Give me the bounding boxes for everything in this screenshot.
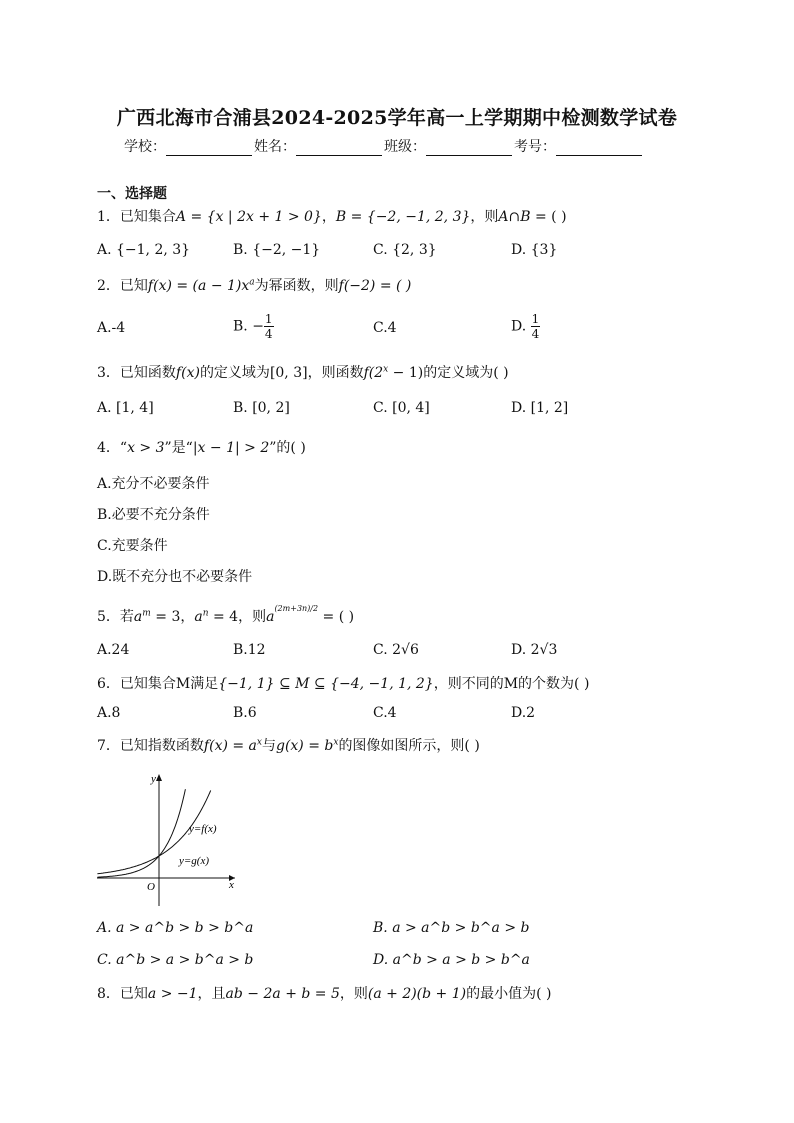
q4-cond1: x > 3: [127, 440, 165, 456]
q7-f: f(x) = a: [203, 738, 257, 754]
q5-e3-sup: (2m+3n)/2: [274, 604, 319, 614]
q5-options: [97, 642, 697, 662]
q2-option-b-prefix: B. −: [233, 318, 264, 335]
q5-option-b[interactable]: B.12: [233, 642, 266, 658]
q2-d-num: 1: [531, 312, 540, 326]
q8-expr: (a + 2)(b + 1): [367, 986, 467, 1002]
q3-end: 的定义域为( ): [423, 365, 509, 381]
q6-expr: {−1, 1} ⊆ M ⊆ {−4, −1, 1, 2}: [218, 676, 434, 692]
q2-b-num: 1: [264, 312, 273, 326]
q2-d-den: 4: [531, 327, 540, 341]
q1-set-a: A = {x | 2x + 1 > 0}: [175, 209, 322, 225]
q6-option-a[interactable]: A.8: [97, 705, 121, 721]
q5-e1-sup: m: [142, 608, 151, 619]
question-8: [97, 983, 551, 1003]
q3-fx: f(x): [175, 365, 200, 381]
question-7: [97, 735, 480, 755]
q4-mid: ”是“: [164, 440, 193, 456]
q2-option-d[interactable]: [511, 312, 540, 341]
f-curve-label: y=f(x): [189, 823, 217, 835]
q2-b-den: 4: [264, 327, 273, 341]
q1-option-a[interactable]: A. {−1, 2, 3}: [97, 242, 191, 258]
q5-e3: a: [266, 609, 275, 625]
q7-option-a[interactable]: [97, 920, 253, 936]
question-3: [97, 362, 509, 382]
q7-option-b-text: B. a > a^b > b^a > b: [373, 920, 530, 936]
q5-option-d[interactable]: D. 2√3: [511, 642, 558, 658]
q6-option-c[interactable]: C.4: [373, 705, 397, 721]
q1-stem: 1．已知集合: [97, 209, 176, 225]
field-name-blank[interactable]: [296, 141, 382, 156]
q2-options: [97, 312, 697, 350]
q2-option-b-fraction: [264, 312, 274, 341]
q7-option-b[interactable]: [373, 920, 529, 936]
q7-options-row1: [97, 920, 697, 940]
q3-mid2: ，则函数: [307, 365, 364, 381]
q7-option-a-text: A. a > a^b > b > b^a: [97, 920, 254, 936]
q1-option-c[interactable]: C. {2, 3}: [373, 242, 437, 258]
q6-end: ，则不同的M的个数为( ): [433, 676, 590, 692]
question-6: [97, 673, 589, 693]
q7-option-d-text: D. a^b > a > b > b^a: [373, 952, 530, 968]
q2-func: f(x) = (a − 1)x: [147, 278, 250, 294]
q2-option-d-prefix: D.: [511, 318, 531, 335]
field-school-blank[interactable]: [166, 141, 252, 156]
q3-exp: x: [383, 364, 389, 375]
q7-graph: [95, 770, 245, 910]
field-number-label: 考号：: [514, 139, 556, 155]
q4-cond2: |x − 1| > 2: [192, 440, 270, 456]
q3-f2: f(2: [363, 365, 384, 381]
q7-option-c-text: C. a^b > a > b^a > b: [97, 952, 254, 968]
question-4: [97, 437, 306, 457]
q5-e2-end: = 4: [208, 609, 239, 625]
q3-f2end: − 1): [388, 365, 424, 381]
q2-expr: f(−2) = ( ): [338, 278, 412, 294]
q5-e1-end: = 3: [150, 609, 181, 625]
g-curve-label: y=g(x): [179, 855, 210, 867]
q2-mid: 为幂函数，则: [254, 278, 339, 294]
q7-end: 的图像如图所示，则( ): [338, 738, 480, 754]
q8-then: ，则: [339, 986, 368, 1002]
field-class-label: 班级：: [384, 139, 426, 155]
question-5: [97, 606, 354, 626]
q1-end: = ( ): [530, 209, 567, 225]
q8-end: 的最小值为( ): [466, 986, 552, 1002]
q5-option-c[interactable]: C. 2√6: [373, 642, 419, 658]
q8-mid: ，且: [197, 986, 226, 1002]
question-2: [97, 275, 411, 295]
q3-stem: 3．已知函数: [97, 365, 176, 381]
q5-end: = ( ): [318, 609, 355, 625]
q4-stem: 4．“: [97, 440, 128, 456]
section-title: 一、选择题: [97, 186, 167, 202]
q4-option-b[interactable]: B.必要不充分条件: [97, 507, 210, 523]
q2-option-b[interactable]: [233, 312, 274, 341]
q8-cond1: a > −1: [147, 986, 198, 1002]
student-info-row: [124, 136, 684, 156]
field-class-blank[interactable]: [426, 141, 512, 156]
q2-exp: a: [249, 277, 255, 288]
q4-option-d[interactable]: D.既不充分也不必要条件: [97, 569, 253, 585]
q6-stem: 6．已知集合M满足: [97, 676, 219, 692]
q7-g-sup: x: [333, 737, 339, 748]
q7-f-sup: x: [256, 737, 262, 748]
q8-cond2: ab − 2a + b = 5: [225, 986, 340, 1002]
y-axis-label: y: [151, 773, 156, 785]
q3-option-c[interactable]: C. [0, 4]: [373, 400, 430, 416]
q6-options: [97, 705, 697, 725]
q1-expr: A∩B: [498, 209, 531, 225]
q4-option-c[interactable]: C.充要条件: [97, 538, 168, 554]
q7-g: g(x) = b: [275, 738, 334, 754]
q7-option-d[interactable]: [373, 952, 530, 968]
field-name-label: 姓名：: [254, 139, 296, 155]
q2-option-a[interactable]: A.-4: [97, 320, 126, 336]
q1-then: ，则: [470, 209, 499, 225]
origin-label: O: [147, 881, 155, 893]
q2-option-d-fraction: [531, 312, 541, 341]
x-axis-label: x: [229, 879, 234, 891]
q5-e1: a: [133, 609, 143, 625]
q7-stem: 7．已知指数函数: [97, 738, 204, 754]
q3-option-b[interactable]: B. [0, 2]: [233, 400, 290, 416]
q3-option-d[interactable]: D. [1, 2]: [511, 400, 569, 416]
q4-option-a[interactable]: A.充分不必要条件: [97, 476, 210, 492]
q7-option-c[interactable]: [97, 952, 253, 968]
q5-option-a[interactable]: A.24: [97, 642, 130, 658]
q2-option-c[interactable]: C.4: [373, 320, 397, 336]
q6-option-d[interactable]: D.2: [511, 705, 536, 721]
q1-options: [97, 242, 697, 262]
q6-option-b[interactable]: B.6: [233, 705, 257, 721]
q7-options-row2: [97, 952, 697, 972]
q5-stem: 5．若: [97, 609, 134, 625]
q2-stem: 2．已知: [97, 278, 148, 294]
exam-title: 广西北海市合浦县2024-2025学年高一上学期期中检测数学试卷: [116, 107, 678, 129]
q1-option-b[interactable]: B. {−2, −1}: [233, 242, 321, 258]
field-number-blank[interactable]: [556, 141, 642, 156]
q7-mid: 与: [261, 738, 276, 754]
q1-option-d[interactable]: D. {3}: [511, 242, 558, 258]
q3-options: [97, 400, 697, 420]
q5-then: ，则: [238, 609, 267, 625]
q4-end: ”的( ): [269, 440, 306, 456]
graph-axes: [97, 774, 235, 906]
q5-e2: a: [194, 609, 203, 625]
q8-stem: 8．已知: [97, 986, 148, 1002]
q3-domain: [0, 3]: [269, 365, 308, 381]
q3-option-a[interactable]: A. [1, 4]: [97, 400, 154, 416]
y-axis-arrow: [156, 774, 162, 781]
question-1: [97, 206, 567, 226]
field-school-label: 学校：: [124, 139, 166, 155]
q1-set-b: B = {−2, −1, 2, 3}: [335, 209, 471, 225]
q3-mid1: 的定义域为: [199, 365, 270, 381]
q5-sep: ，: [180, 609, 195, 625]
q1-sep: ，: [321, 209, 336, 225]
q5-e2-sup: n: [202, 608, 209, 619]
